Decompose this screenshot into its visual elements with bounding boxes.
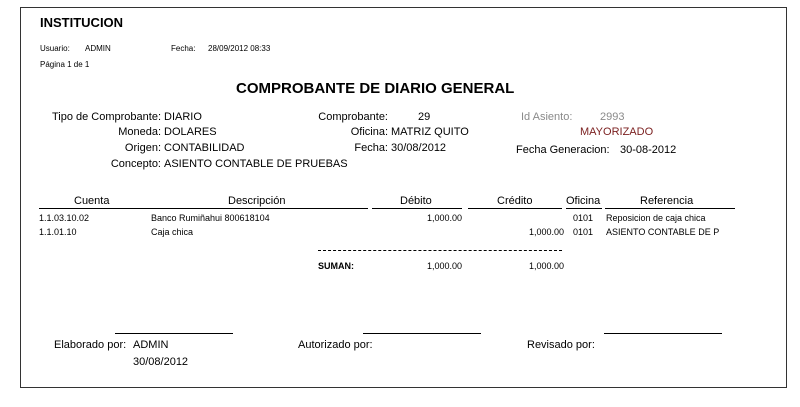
signature-line-revisado <box>604 333 722 334</box>
column-header-debito: Débito <box>400 195 432 207</box>
fecha-generacion-label: Fecha Generacion: <box>516 144 610 156</box>
user-value: ADMIN <box>85 44 111 53</box>
cell-referencia: Reposicion de caja chica <box>606 213 706 223</box>
tipo-value: DIARIO <box>164 111 202 123</box>
print-date-value: 28/09/2012 08:33 <box>208 44 271 53</box>
fecha-generacion-value: 30-08-2012 <box>620 144 677 156</box>
concepto-label: Concepto: <box>110 158 161 170</box>
total-credito: 1,000.00 <box>528 261 564 271</box>
moneda-label: Moneda: <box>118 126 161 138</box>
cell-cuenta: 1.1.01.10 <box>39 227 77 237</box>
comprobante-value: 29 <box>418 111 431 123</box>
cell-descripcion: Banco Rumiñahui 800618104 <box>151 213 270 223</box>
page-indicator: Página 1 de 1 <box>40 60 90 69</box>
origen-label: Origen: <box>124 142 161 154</box>
oficina-label: Oficina: <box>350 126 388 138</box>
cell-oficina: 0101 <box>573 213 594 223</box>
suman-label: SUMAN: <box>318 261 354 271</box>
column-header-cuenta: Cuenta <box>74 195 110 207</box>
cell-oficina: 0101 <box>573 227 594 237</box>
header-underline <box>605 208 735 209</box>
id-asiento-label: Id Asiento: <box>521 111 573 123</box>
report-title: COMPROBANTE DE DIARIO GENERAL <box>236 80 515 97</box>
moneda-value: DOLARES <box>164 126 217 138</box>
column-header-descripcion: Descripción <box>228 195 286 207</box>
header-underline <box>150 208 368 209</box>
comprobante-label: Comprobante: <box>318 111 388 123</box>
fecha-label: Fecha: <box>354 142 388 154</box>
oficina-value: MATRIZ QUITO <box>391 126 469 138</box>
header-underline <box>566 208 602 209</box>
header-underline <box>372 208 462 209</box>
column-header-oficina: Oficina <box>566 195 601 207</box>
header-underline <box>468 208 562 209</box>
revisado-label: Revisado por: <box>527 339 595 351</box>
elaborado-label: Elaborado por: <box>54 339 127 351</box>
print-date-label: Fecha: <box>171 44 196 53</box>
user-label: Usuario: <box>40 44 70 53</box>
id-asiento-value: 2993 <box>600 111 625 123</box>
cell-referencia: ASIENTO CONTABLE DE P <box>606 227 720 237</box>
column-header-referencia: Referencia <box>640 195 694 207</box>
column-header-credito: Crédito <box>497 195 533 207</box>
total-debito: 1,000.00 <box>426 261 462 271</box>
totals-separator <box>318 250 562 251</box>
elaborado-date: 30/08/2012 <box>133 356 189 368</box>
fecha-value: 30/08/2012 <box>391 142 447 154</box>
tipo-label: Tipo de Comprobante: <box>51 111 161 123</box>
status-badge: MAYORIZADO <box>580 126 654 138</box>
signature-line-autorizado <box>363 333 481 334</box>
cell-credito: 1,000.00 <box>528 227 564 237</box>
cell-descripcion: Caja chica <box>151 227 194 237</box>
concepto-value: ASIENTO CONTABLE DE PRUEBAS <box>164 158 348 170</box>
autorizado-label: Autorizado por: <box>298 339 373 351</box>
signature-line-elaborado <box>115 333 233 334</box>
organization-name: INSTITUCION <box>40 15 124 30</box>
elaborado-value: ADMIN <box>133 339 169 351</box>
cell-cuenta: 1.1.03.10.02 <box>39 213 90 223</box>
cell-debito: 1,000.00 <box>426 213 462 223</box>
origen-value: CONTABILIDAD <box>164 142 245 154</box>
